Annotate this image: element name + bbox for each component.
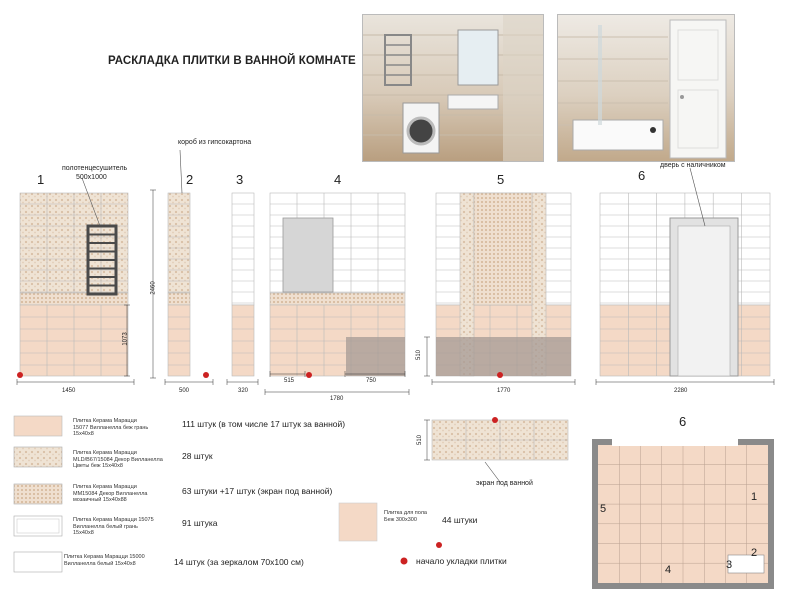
start-dot-screen — [492, 417, 498, 423]
wall-5-center — [474, 193, 532, 305]
wall-2-border — [168, 293, 190, 305]
dim-wall1-lower: 1073 — [122, 332, 129, 346]
legend-2-swatch — [14, 447, 62, 467]
legend-5-swatch — [14, 552, 62, 572]
dim-wall1-width: 1450 — [62, 388, 76, 394]
towel-dryer-size: 500x1000 — [76, 174, 107, 181]
dim-wall2-width: 500 — [179, 388, 190, 394]
legend-1-desc: Плитка Керама Марацци 15077 Вилланелла беж грань 15x40x8 — [73, 418, 149, 437]
plan-label-4: 4 — [665, 564, 672, 576]
bath-shape — [436, 337, 571, 376]
dim-wall4-a: 515 — [284, 378, 295, 384]
legend-1-count: 111 штук (в том числе 17 штук за ванной) — [182, 419, 346, 429]
start-note: начало укладки плитки — [416, 556, 507, 566]
legend-4-desc: Плитка Керама Марацци 15075 Вилланелла белый грань 15x40x8 — [73, 517, 154, 536]
page-title: РАСКЛАДКА ПЛИТКИ В ВАННОЙ КОМНАТЕ — [108, 55, 356, 67]
mirror-shape — [283, 218, 333, 292]
legend-2-count: 28 штук — [182, 451, 213, 461]
legend-5-count: 14 штук (за зеркалом 70x100 см) — [174, 557, 304, 567]
legend-5-desc: Плитка Керама Марацци 15000 Вилланелла белый 15x40x8 — [64, 554, 145, 567]
plan-label-1: 1 — [751, 491, 758, 503]
plan-box — [728, 555, 764, 573]
legend-3-count: 63 штуки +17 штук (экран под ванной) — [182, 486, 333, 496]
dim-screen-height: 510 — [417, 434, 424, 446]
wall-4-number: 4 — [334, 172, 342, 187]
start-dot-5 — [436, 542, 442, 548]
wall-4-border — [270, 293, 405, 305]
legend-2-desc: Плитка Керама Марацци MLD/B67/15084 Декор Вилланелла Цветы беж 15x40x8 — [73, 450, 163, 469]
dim-wall5-width: 1770 — [497, 388, 511, 394]
wall-6-number: 6 — [638, 168, 646, 183]
dim-wall4-width: 1780 — [330, 396, 344, 402]
towel-dryer-label: полотенцесушитель — [62, 165, 128, 172]
plan-label-2: 2 — [751, 547, 758, 559]
legend-1-swatch — [14, 416, 62, 436]
floor-tile-desc: Плитка для пола Беж 300x300 — [384, 510, 427, 523]
dim-wall4-b: 750 — [366, 378, 377, 384]
legend-4-count: 91 штука — [182, 518, 218, 528]
floor-tile-swatch — [339, 503, 377, 541]
legend-start-dot — [401, 558, 408, 565]
start-dot-2 — [203, 372, 209, 378]
start-dot-3 — [306, 372, 312, 378]
wall-5-number: 5 — [497, 172, 505, 187]
screen-label: экран под ванной — [476, 480, 533, 487]
dim-wall5-height: 510 — [416, 349, 423, 361]
box-leader — [180, 150, 182, 193]
drywall-box-label: короб из гипсокартона — [178, 139, 252, 146]
plan-label-3: 3 — [726, 559, 733, 571]
plan-door-gap — [612, 436, 738, 446]
wall-2-number: 2 — [186, 172, 194, 187]
screen-leader — [485, 462, 500, 482]
wall-3-lower — [232, 305, 254, 376]
start-dot-1 — [17, 372, 23, 378]
wall-2-upper — [168, 193, 190, 293]
legend-3-swatch — [14, 484, 62, 504]
start-dot-4 — [497, 372, 503, 378]
wall-1-number: 1 — [37, 172, 45, 187]
door-label: дверь с наличником — [660, 162, 726, 169]
floor-tile-count: 44 штуки — [442, 515, 478, 525]
wall-3-upper — [232, 193, 254, 305]
legend-3-desc: Плитка Керама Марацци MM15084 Декор Вилланелла мозаичный 15x40x88 — [73, 484, 148, 503]
wall-3-number: 3 — [236, 172, 244, 187]
dim-wall1-height: 2460 — [150, 281, 157, 295]
plan-label-5: 5 — [600, 503, 607, 515]
washing-area — [346, 337, 405, 376]
wall-2-lower — [168, 305, 190, 376]
dim-wall6-width: 2280 — [674, 388, 688, 394]
plan-number: 6 — [679, 414, 687, 429]
dim-wall3-width: 320 — [238, 388, 249, 394]
